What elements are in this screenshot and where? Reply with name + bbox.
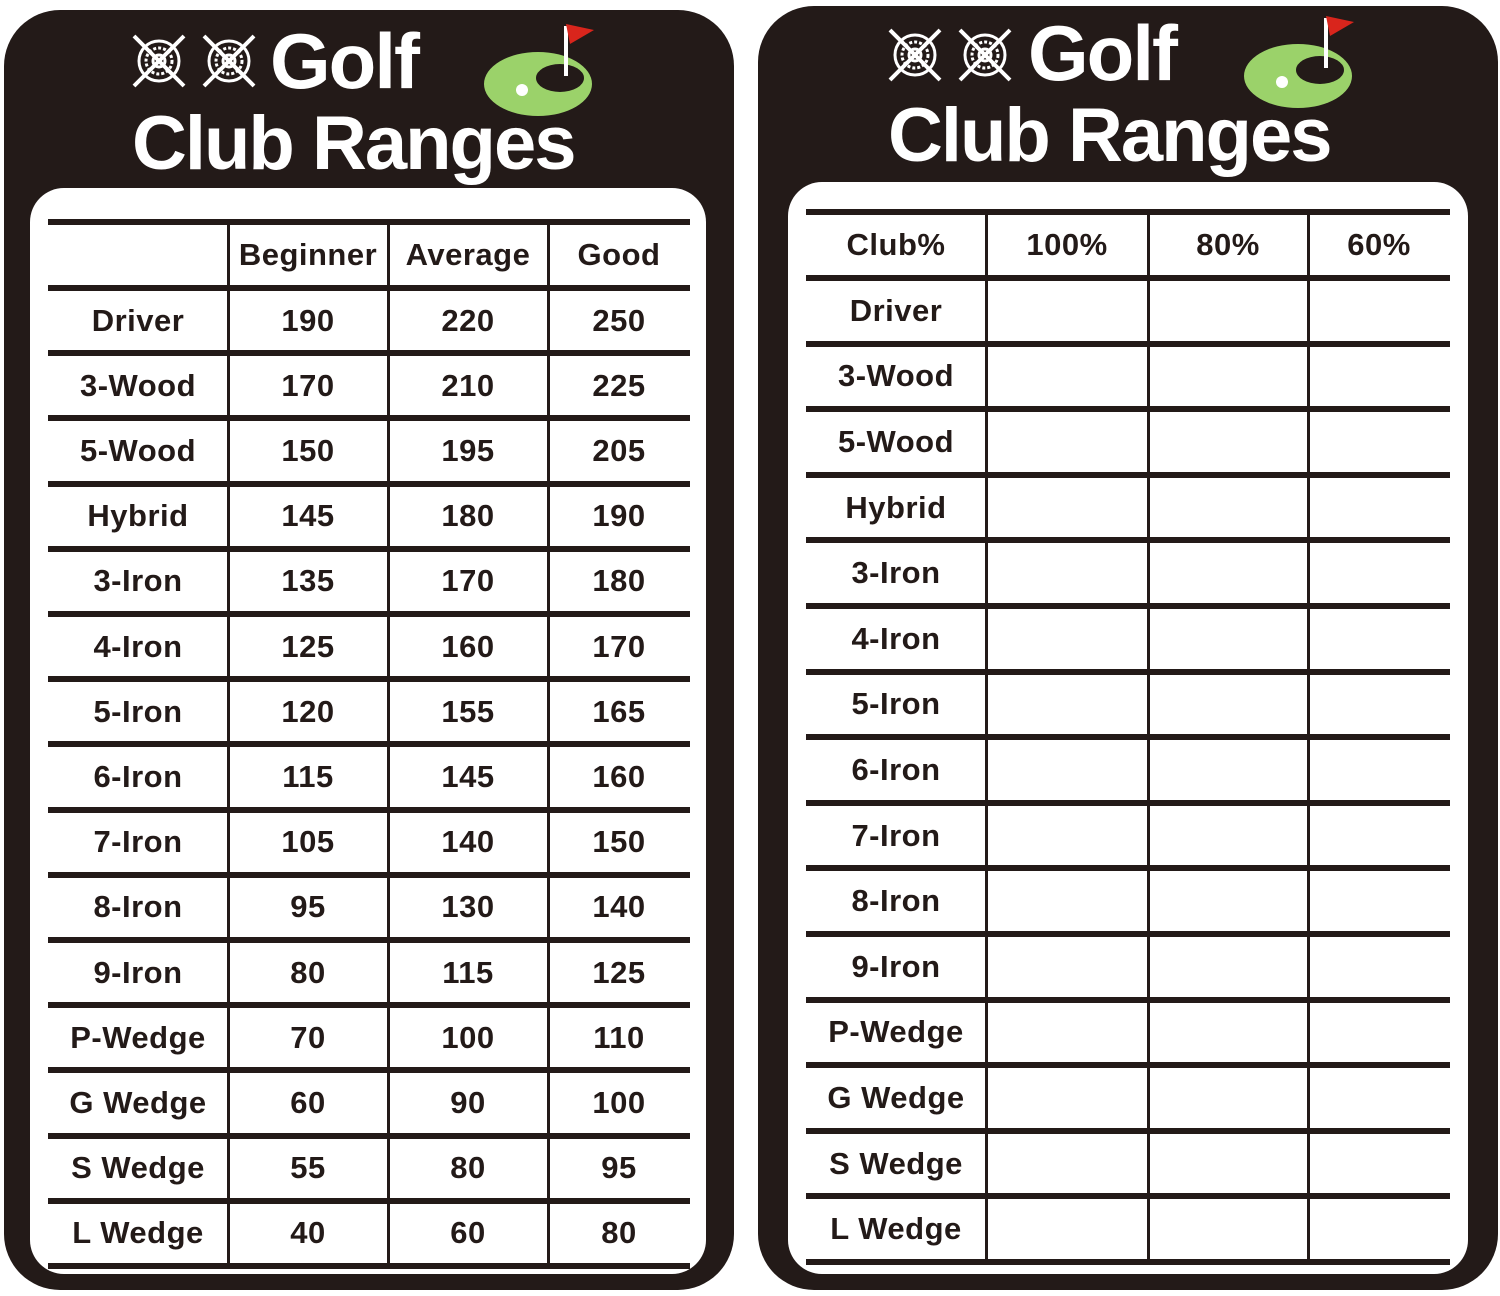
blank-entry-cell (986, 672, 1148, 738)
blank-entry-cell (986, 278, 1148, 344)
distance-cell: 40 (290, 1215, 326, 1251)
club-name-cell: P-Wedge (70, 1019, 206, 1055)
club-name-cell: S Wedge (71, 1150, 205, 1186)
blank-entry-cell (1148, 1196, 1308, 1262)
club-name-cell: 8-Iron (93, 889, 183, 925)
club-name-cell: 6-Iron (851, 751, 941, 787)
column-header: 80% (1196, 227, 1260, 262)
blank-entry-cell (1148, 409, 1308, 475)
club-name-cell: L Wedge (830, 1211, 962, 1247)
distance-cell: 170 (441, 563, 495, 599)
distance-cell: 205 (592, 432, 646, 468)
blank-entry-cell (986, 1065, 1148, 1131)
distance-cell: 120 (281, 693, 335, 729)
club-name-cell: P-Wedge (828, 1014, 964, 1050)
blank-entry-cell (986, 868, 1148, 934)
distance-cell: 125 (592, 954, 646, 990)
distance-cell: 180 (592, 563, 646, 599)
blank-entry-cell (986, 934, 1148, 1000)
distance-cell: 165 (592, 693, 646, 729)
distance-cell: 130 (441, 889, 495, 925)
blank-entry-cell (1148, 475, 1308, 541)
distance-cell: 145 (441, 758, 495, 794)
distance-cell: 150 (281, 432, 335, 468)
blank-entry-cell (1148, 278, 1308, 344)
blank-entry-cell (1148, 1065, 1308, 1131)
distance-cell: 80 (601, 1215, 637, 1251)
club-name-cell: Driver (849, 292, 943, 328)
blank-entry-cell (986, 1196, 1148, 1262)
blank-entry-cell (1308, 803, 1450, 869)
title-golf: Golf (270, 17, 418, 105)
blank-entry-cell (986, 409, 1148, 475)
club-percent-card-right (758, 6, 1498, 1290)
column-header: Club% (846, 227, 946, 262)
distance-cell: 110 (593, 1019, 645, 1055)
blank-entry-cell (986, 344, 1148, 410)
club-ranges-table (30, 188, 706, 1274)
club-name-cell: 8-Iron (851, 883, 941, 919)
club-name-cell: 3-Iron (851, 555, 941, 591)
title-club-ranges: Club Ranges (888, 93, 1331, 178)
blank-entry-cell (1308, 606, 1450, 672)
distance-cell: 180 (441, 498, 495, 534)
blank-entry-cell (1148, 737, 1308, 803)
blank-entry-cell (1308, 344, 1450, 410)
blank-entry-cell (1308, 409, 1450, 475)
blank-entry-cell (986, 737, 1148, 803)
club-name-cell: 5-Wood (837, 423, 955, 459)
blank-entry-cell (1308, 1131, 1450, 1197)
distance-cell: 250 (592, 302, 646, 338)
blank-entry-cell (986, 1131, 1148, 1197)
distance-cell: 155 (441, 693, 495, 729)
distance-cell: 60 (450, 1215, 486, 1251)
distance-cell: 140 (441, 824, 495, 860)
title-club-ranges: Club Ranges (132, 101, 575, 186)
distance-cell: 80 (450, 1150, 486, 1186)
distance-cell: 225 (592, 367, 646, 403)
club-name-cell: 3-Iron (93, 563, 183, 599)
blank-entry-cell (1308, 1000, 1450, 1066)
club-ranges-card-left (4, 10, 734, 1290)
distance-cell: 60 (290, 1084, 326, 1120)
club-name-cell: Hybrid (87, 498, 189, 534)
column-header: Beginner (238, 237, 378, 272)
blank-entry-cell (986, 475, 1148, 541)
distance-cell: 105 (281, 824, 335, 860)
distance-cell: 195 (441, 432, 495, 468)
distance-cell: 100 (441, 1019, 495, 1055)
column-header: 100% (1026, 227, 1108, 262)
club-name-cell: Hybrid (845, 489, 947, 525)
club-name-cell: 7-Iron (851, 817, 941, 853)
club-name-cell: 9-Iron (851, 948, 941, 984)
blank-entry-cell (1148, 672, 1308, 738)
target-icon (202, 34, 256, 88)
distance-cell: 135 (281, 563, 335, 599)
blank-entry-cell (1148, 540, 1308, 606)
distance-cell: 125 (281, 628, 335, 664)
blank-entry-cell (1148, 1000, 1308, 1066)
target-icon (132, 34, 186, 88)
blank-entry-cell (1148, 868, 1308, 934)
distance-cell: 140 (592, 889, 646, 925)
club-name-cell: S Wedge (829, 1145, 963, 1181)
blank-entry-cell (986, 540, 1148, 606)
blank-entry-cell (1308, 672, 1450, 738)
column-header: Good (577, 237, 661, 272)
club-name-cell: 3-Wood (837, 358, 955, 394)
blank-entry-cell (1148, 934, 1308, 1000)
club-name-cell: 7-Iron (93, 824, 183, 860)
blank-entry-cell (1148, 606, 1308, 672)
blank-entry-cell (1308, 540, 1450, 606)
club-name-cell: 4-Iron (93, 628, 183, 664)
distance-cell: 160 (592, 758, 646, 794)
distance-cell: 210 (441, 367, 495, 403)
club-name-cell: Driver (91, 302, 185, 338)
club-name-cell: 3-Wood (79, 367, 197, 403)
club-name-cell: 9-Iron (93, 954, 183, 990)
distance-cell: 100 (592, 1084, 646, 1120)
distance-cell: 220 (441, 302, 495, 338)
club-percent-table (788, 182, 1468, 1274)
club-name-cell: G Wedge (69, 1084, 207, 1120)
blank-entry-cell (1308, 1196, 1450, 1262)
distance-cell: 115 (442, 954, 494, 990)
column-header (48, 222, 228, 288)
blank-entry-cell (1148, 344, 1308, 410)
blank-entry-cell (986, 1000, 1148, 1066)
column-header: Average (405, 237, 531, 272)
club-name-cell: G Wedge (827, 1079, 965, 1115)
distance-cell: 95 (601, 1150, 637, 1186)
distance-cell: 160 (441, 628, 495, 664)
club-name-cell: 5-Iron (93, 693, 183, 729)
blank-entry-cell (1308, 1065, 1450, 1131)
distance-cell: 90 (450, 1084, 486, 1120)
golf-green-flag-icon (1242, 10, 1362, 100)
column-header: 60% (1347, 227, 1411, 262)
blank-entry-cell (1308, 737, 1450, 803)
club-name-cell: L Wedge (72, 1215, 204, 1251)
blank-entry-cell (1308, 475, 1450, 541)
golf-green-flag-icon (482, 18, 602, 108)
blank-entry-cell (1308, 868, 1450, 934)
distance-cell: 95 (290, 889, 326, 925)
distance-cell: 150 (592, 824, 646, 860)
club-name-cell: 5-Wood (79, 432, 197, 468)
target-icon (958, 28, 1012, 82)
distance-cell: 170 (592, 628, 646, 664)
distance-cell: 190 (281, 302, 335, 338)
distance-cell: 55 (290, 1150, 326, 1186)
club-name-cell: 4-Iron (851, 620, 941, 656)
target-icon (888, 28, 942, 82)
distance-cell: 190 (592, 498, 646, 534)
blank-entry-cell (986, 803, 1148, 869)
blank-entry-cell (1308, 278, 1450, 344)
distance-cell: 145 (281, 498, 335, 534)
blank-entry-cell (1308, 934, 1450, 1000)
blank-entry-cell (1148, 803, 1308, 869)
blank-entry-cell (1148, 1131, 1308, 1197)
club-name-cell: 6-Iron (93, 758, 183, 794)
blank-entry-cell (986, 606, 1148, 672)
distance-cell: 80 (290, 954, 326, 990)
distance-cell: 170 (281, 367, 335, 403)
club-name-cell: 5-Iron (851, 686, 941, 722)
distance-cell: 70 (290, 1019, 326, 1055)
title-golf: Golf (1028, 9, 1176, 97)
distance-cell: 115 (282, 758, 334, 794)
